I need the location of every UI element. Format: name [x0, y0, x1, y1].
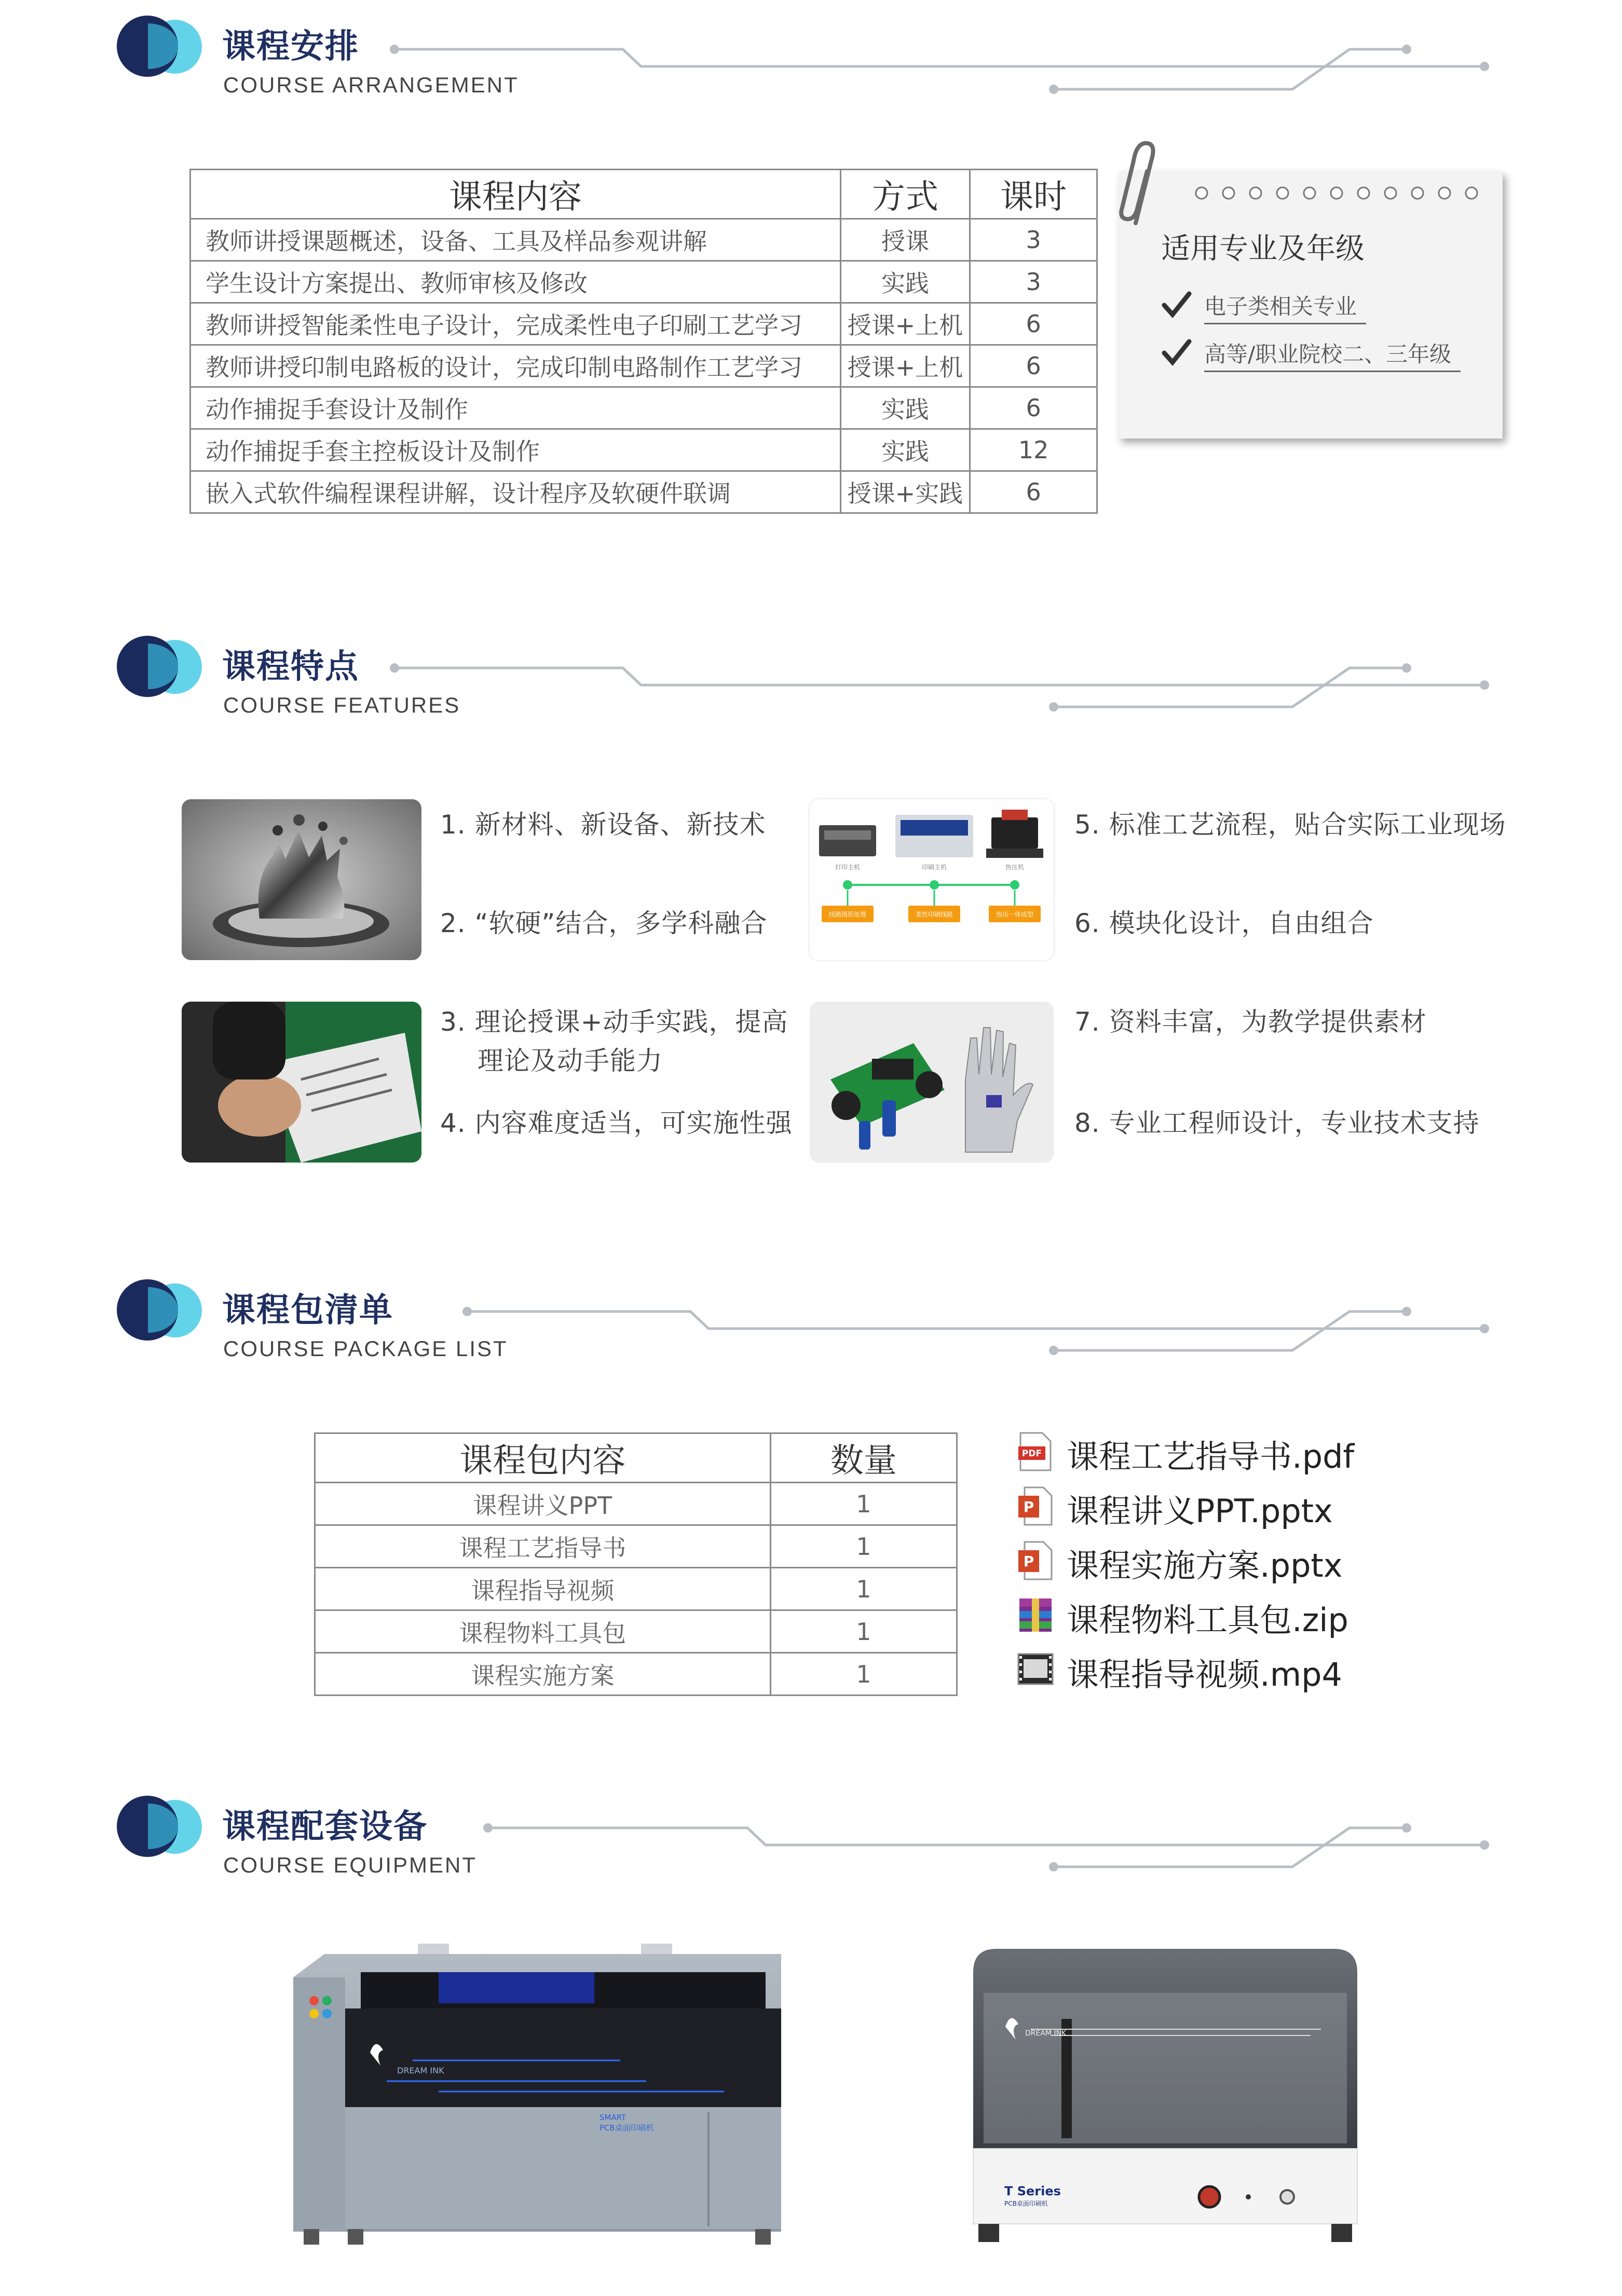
- table-cell: 1: [770, 1653, 957, 1696]
- package-table: [314, 1432, 958, 1696]
- table-row: [190, 429, 1097, 471]
- file-name: 课程讲义PPT.pptx: [1067, 1492, 1333, 1530]
- table-cell: 授课+上机: [840, 303, 970, 345]
- note-item: 高等/职业院校二、三年级: [1204, 337, 1461, 372]
- table-cell: 12: [970, 429, 1097, 471]
- table-row: [190, 303, 1097, 345]
- column-header: 方式: [840, 170, 970, 219]
- table-row: [315, 1525, 957, 1568]
- smart-pcb-printer-image: [283, 1941, 792, 2247]
- schedule-table: [189, 169, 1098, 514]
- svg-text:P: P: [1023, 1553, 1034, 1570]
- liquid-metal-splash-image: [182, 799, 421, 960]
- note-title: 适用专业及年级: [1161, 232, 1365, 266]
- table-header-row: [315, 1433, 957, 1483]
- table-cell: 教师讲授印制电路板的设计，完成印制电路制作工艺学习: [190, 345, 841, 387]
- table-cell: 1: [770, 1568, 957, 1610]
- equipment-label: PCB桌面印刷机: [1004, 2200, 1048, 2207]
- table-cell: 6: [970, 471, 1097, 513]
- zip-file-icon: [1017, 1595, 1054, 1635]
- table-row: [190, 471, 1097, 513]
- flow-machine-label: 热压机: [1005, 864, 1025, 871]
- equipment-brand: DREAM INK: [397, 2066, 444, 2075]
- feature-4: 4. 内容难度适当，可实施性强: [440, 1108, 793, 1138]
- section-header-arrangement: [0, 0, 1622, 125]
- table-cell: 授课+实践: [840, 471, 970, 513]
- equipment-label: SMART: [599, 2113, 626, 2122]
- file-name: 课程工艺指导书.pdf: [1067, 1438, 1355, 1475]
- table-cell: 课程物料工具包: [315, 1610, 771, 1653]
- table-cell: 3: [970, 219, 1097, 261]
- table-cell: 课程工艺指导书: [315, 1525, 771, 1568]
- table-cell: 教师讲授智能柔性电子设计，完成柔性电子印刷工艺学习: [190, 303, 841, 345]
- pptx-file-icon: [1017, 1541, 1054, 1580]
- flow-step-label: 热压一体成型: [996, 911, 1034, 918]
- table-cell: 6: [970, 303, 1097, 345]
- table-row: [315, 1610, 957, 1653]
- file-name: 课程实施方案.pptx: [1067, 1547, 1343, 1584]
- table-row: [190, 387, 1097, 429]
- table-header-row: [190, 170, 1097, 219]
- notebook-holes: [1191, 183, 1482, 203]
- table-row: [315, 1568, 957, 1610]
- table-cell: 实践: [840, 261, 970, 303]
- table-cell: 教师讲授课题概述，设备、工具及样品参观讲解: [190, 219, 841, 261]
- table-cell: 1: [770, 1610, 957, 1653]
- flow-step-label: 线路图形处理: [828, 911, 867, 918]
- section-subtitle: COURSE EQUIPMENT: [223, 1853, 478, 1877]
- feature-7: 7. 资料丰富，为教学提供素材: [1074, 1007, 1427, 1037]
- svg-text:P: P: [1023, 1498, 1034, 1515]
- table-cell: 6: [970, 387, 1097, 429]
- table-cell: 课程讲义PPT: [315, 1483, 771, 1525]
- equipment-label: PCB桌面印刷机: [599, 2123, 654, 2133]
- paperclip-icon: [1115, 140, 1172, 228]
- table-row: [190, 261, 1097, 303]
- flow-machine-label: 打印主机: [835, 864, 861, 871]
- file-name: 课程指导视频.mp4: [1067, 1656, 1342, 1693]
- column-header: 课时: [970, 170, 1097, 219]
- feature-3-continued: 理论及动手能力: [478, 1046, 663, 1076]
- section-header-features: [0, 620, 1622, 745]
- table-cell: 动作捕捉手套主控板设计及制作: [190, 429, 841, 471]
- svg-text:PDF: PDF: [1021, 1448, 1042, 1459]
- equipment-label: T Series: [1004, 2184, 1061, 2198]
- feature-1: 1. 新材料、新设备、新技术: [440, 810, 766, 840]
- feature-2: 2. “软硬”结合，多学科融合: [440, 908, 768, 938]
- table-cell: 课程指导视频: [315, 1568, 771, 1610]
- decorative-lines: [0, 1264, 1622, 1388]
- check-icon: [1161, 290, 1192, 321]
- table-cell: 3: [970, 261, 1097, 303]
- table-cell: 动作捕捉手套设计及制作: [190, 387, 841, 429]
- pdf-file-icon: [1017, 1432, 1054, 1471]
- table-cell: 授课+上机: [840, 345, 970, 387]
- table-cell: 嵌入式软件编程课程讲解，设计程序及软硬件联调: [190, 471, 841, 513]
- feature-3: 3. 理论授课+动手实践，提高: [440, 1007, 788, 1037]
- section-header-equipment: [0, 1780, 1622, 1905]
- note-item: 电子类相关专业: [1204, 290, 1366, 324]
- column-header: 课程内容: [190, 170, 841, 219]
- table-row: [190, 345, 1097, 387]
- applicable-note-card: [1119, 171, 1503, 439]
- section-title: 课程包清单: [222, 1291, 393, 1330]
- section-title: 课程特点: [222, 648, 359, 686]
- section-subtitle: COURSE FEATURES: [223, 693, 461, 717]
- flow-step-label: 柔性印刷线路: [915, 911, 953, 918]
- table-row: [190, 219, 1097, 261]
- section-header-package: [0, 1264, 1622, 1388]
- table-cell: 授课: [840, 219, 970, 261]
- column-header: 数量: [770, 1433, 957, 1483]
- table-cell: 1: [770, 1525, 957, 1568]
- video-file-icon: [1017, 1650, 1054, 1689]
- t-series-pcb-printer-image: [958, 1941, 1373, 2252]
- table-cell: 实践: [840, 387, 970, 429]
- table-row: [315, 1653, 957, 1696]
- section-title: 课程安排: [222, 28, 359, 66]
- check-icon: [1161, 337, 1192, 368]
- column-header: 课程包内容: [315, 1433, 771, 1483]
- table-cell: 学生设计方案提出、教师审核及修改: [190, 261, 841, 303]
- section-subtitle: COURSE PACKAGE LIST: [223, 1336, 508, 1361]
- equipment-brand: DREAM INK: [1025, 2029, 1067, 2038]
- decorative-lines: [0, 1780, 1622, 1905]
- process-flow-image: [810, 799, 1054, 960]
- table-cell: 课程实施方案: [315, 1653, 771, 1696]
- table-row: [315, 1483, 957, 1525]
- feature-5: 5. 标准工艺流程，贴合实际工业现场: [1074, 810, 1506, 840]
- flow-machine-label: 印刷主机: [921, 864, 947, 871]
- feature-8: 8. 专业工程师设计，专业技术支持: [1074, 1108, 1480, 1138]
- table-cell: 6: [970, 345, 1097, 387]
- pptx-file-icon: [1017, 1486, 1054, 1526]
- feature-6: 6. 模块化设计，自由组合: [1074, 908, 1374, 938]
- robot-car-glove-image: [810, 1002, 1054, 1163]
- hands-on-practice-image: [182, 1002, 421, 1163]
- section-title: 课程配套设备: [222, 1808, 428, 1846]
- file-name: 课程物料工具包.zip: [1067, 1601, 1348, 1639]
- table-cell: 实践: [840, 429, 970, 471]
- decorative-lines: [0, 0, 1622, 125]
- table-cell: 1: [770, 1483, 957, 1525]
- decorative-lines: [0, 620, 1622, 745]
- section-subtitle: COURSE ARRANGEMENT: [223, 73, 519, 97]
